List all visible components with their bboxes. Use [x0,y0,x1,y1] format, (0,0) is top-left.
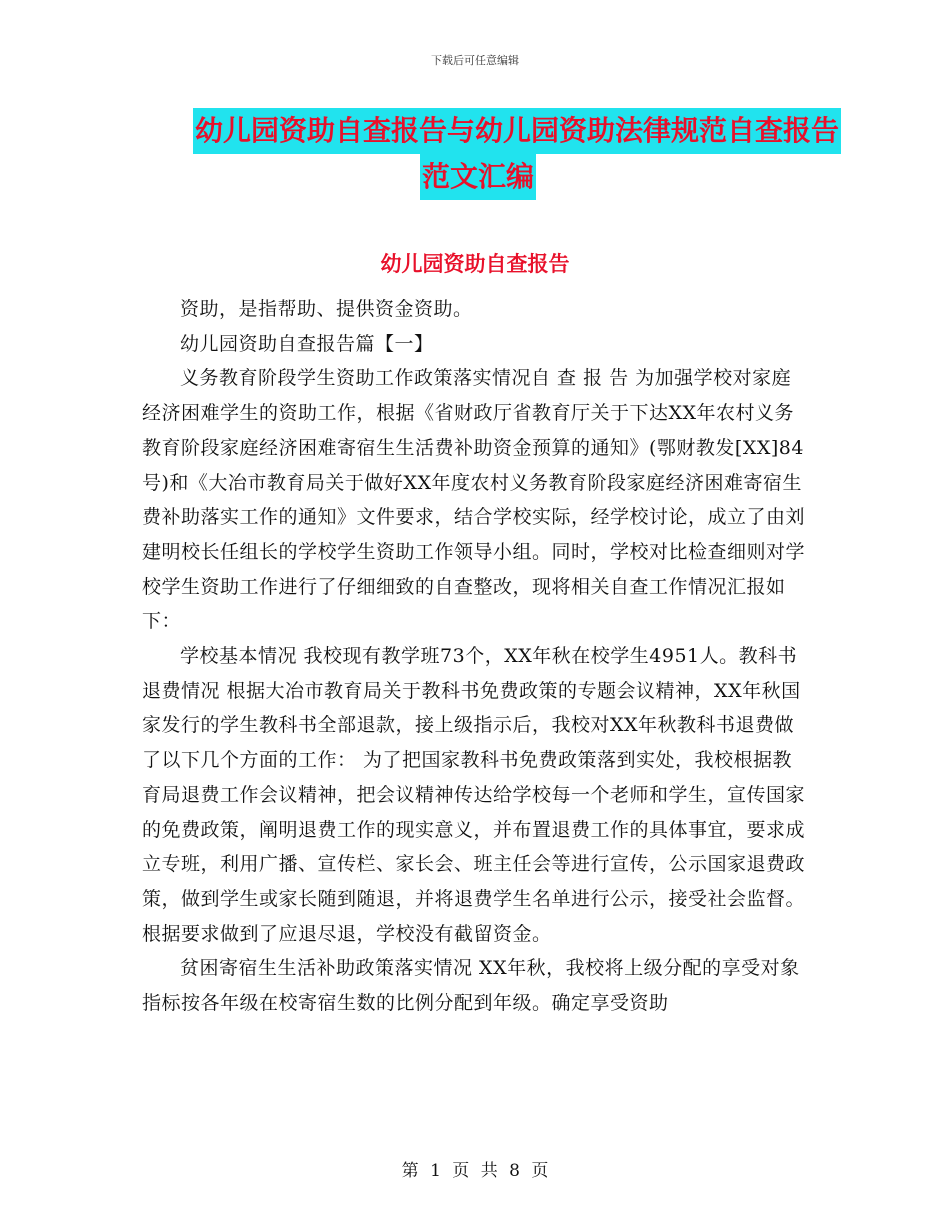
page-footer: 第 1 页 共 8 页 [401,1161,549,1181]
body-text [142,292,810,1021]
paragraph-1: 资助，是指帮助、提供资金资助。 [180,298,473,320]
section-title: 幼儿园资助自查报告 [380,252,570,276]
paragraph-5: 贫困寄宿生生活补助政策落实情况 XX年秋，我校将上级分配的享受对象指标按各年级在校寄宿生数的比例分配到年级。确定享受资助 [142,957,800,1015]
document-title-line-1: 幼儿园资助自查报告与幼儿园资助法律规范自查报告 [193,108,841,154]
header-note: 下载后可任意编辑 [431,54,519,67]
paragraph-2: 幼儿园资助自查报告篇【一】 [180,332,434,355]
document-title-line-2: 范文汇编 [420,154,536,200]
paragraph-3: 义务教育阶段学生资助工作政策落实情况自 查 报 告 为加强学校对家庭经济困难学生的资助工作，根据《省财政厅省教育厅关于下达XX年农村义务教育阶段家庭经济困难寄宿生生活费补助资金预算的通知》(鄂财教发[XX]84号)和《大冶市教育局关于做好XX年度农村义务教育阶段家庭经济困难寄宿生费补助落实工作的通知》文件要求，结合学校实际，经学校讨论，成立了由刘建明校长任组长的学校学生资助工作领导小组。同时，学校对比检查细则对学校学生资助工作进行了仔细细致的自查整改，现将相关自查工作情况汇报如下： [142,367,806,633]
paragraph-4: 学校基本情况 我校现有教学班73个，XX年秋在校学生4951人。教科书退费情况 根据大冶市教育局关于教科书免费政策的专题会议精神，XX年秋国家发行的学生教科书全部退款，接上级指示后，我校对XX年秋教科书退费做了以下几个方面的工作： 为了把国家教科书免费政策落到实处，我校根据教育局退费工作会议精神，把会议精神传达给学校每一个老师和学生，宣传国家的免费政策，阐明退费工作的现实意义，并布置退费工作的具体事宜，要求成立专班，利用广播、宣传栏、家长会、班主任会等进行宣传，公示国家退费政策，做到学生或家长随到随退，并将退费学生名单进行公示，接受社会监督。根据要求做到了应退尽退，学校没有截留资金。 [142,645,806,945]
